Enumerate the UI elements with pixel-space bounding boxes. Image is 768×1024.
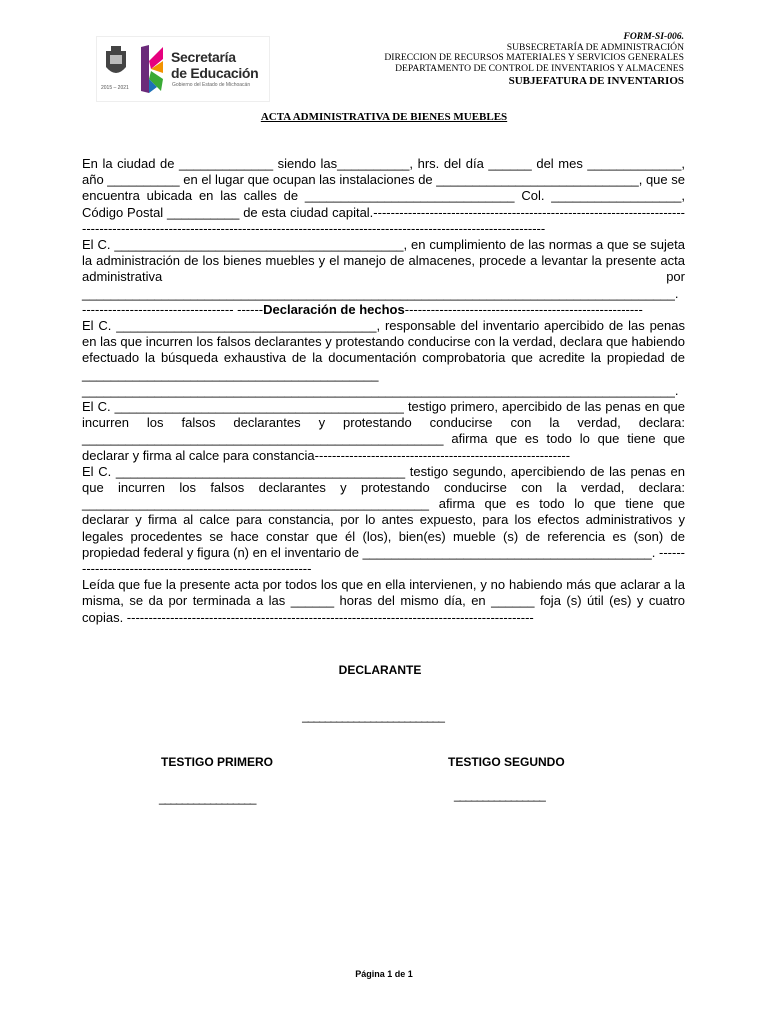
- header-line-2: DIRECCION DE RECURSOS MATERIALES Y SERVICIOS GENERALES: [384, 52, 684, 64]
- document-title: ACTA ADMINISTRATIVA DE BIENES MUEBLES: [260, 111, 508, 123]
- testigo-primero-signature-line: _________________: [159, 791, 256, 805]
- header-line-3: DEPARTAMENTO DE CONTROL DE INVENTARIOS Y ALMACENES: [395, 62, 684, 74]
- brand-mark-icon: [137, 43, 165, 95]
- brand-name-line1: Secretaría: [171, 49, 236, 65]
- institution-logo: [96, 36, 270, 102]
- declarante-label: DECLARANTE: [338, 663, 422, 677]
- header-line-1: SUBSECRETARÍA DE ADMINISTRACIÓN: [506, 41, 684, 53]
- testigo-segundo-label: TESTIGO SEGUNDO: [448, 755, 565, 769]
- brand-subtitle: Gobierno del Estado de Michoacán: [172, 82, 251, 88]
- document-header: [384, 32, 684, 88]
- paragraph-closing: Leída que fue la presente acta por todos los que en ella intervienen, y no habiendo más que aclarar a la misma, se da por terminada a las ______ horas del mismo día, en ______ foja (s) útil (es) y cuatro copias. ----------------------------------------------------------------------------------------------: [82, 577, 685, 625]
- paragraph-responsible: El C. ____________________________________, responsable del inventario apercibido de las penas en las que incurren los falsos declarantes y protestando conducirse con la verdad, declara que habiendo efectuado la búsqueda exhaustiva de la documentación comprobatoria que acredite la propiedad de _________________________________________ __________________________________________________________________________________.: [82, 318, 685, 398]
- testigo-segundo-signature-line: ________________: [454, 788, 545, 802]
- testigo-primero-label: TESTIGO PRIMERO: [161, 755, 274, 769]
- document-body: [82, 156, 685, 626]
- paragraph-location: En la ciudad de _____________ siendo las__________, hrs. del día ______ del mes _____________, año __________ en el lugar que ocupan las instalaciones de ____________________________, que se encuentra ubicada en las calles de _____________________________ Col. __________________, Código Postal __________ de esta ciudad capital.-----------------------------------------------------------------------------------------------------------------------------------------------------------------------------------: [82, 156, 685, 236]
- header-line-4: SUBJEFATURA DE INVENTARIOS: [508, 75, 684, 88]
- section-heading: ----------------------------------- ------Declaración de hechos-------------------------------------------------------: [82, 301, 643, 317]
- declaration-heading: Declaración de hechos: [263, 301, 405, 317]
- brand-name-line2: de Educación: [171, 65, 259, 81]
- paragraph-witness-2: El C. ________________________________________ testigo segundo, apercibiendo de las penas en que incurren los falsos declarantes y protestando conducirse con la verdad, declara: ________________________________________________ afirma que es todo lo que tiene que declarar y firma al calce para constancia, por lo antes expuesto, para los efectos administrativos y legales procedentes se hace constar que él (los), bien(es) mueble (s) de referencia es (son) de propiedad federal y figura (n) en el inventario de ________________________________________. -----------------------------------------------------------: [82, 463, 685, 577]
- declarante-signature-line: _________________________: [302, 709, 444, 723]
- page-number: Página 1 de 1: [355, 969, 413, 979]
- form-code: FORM-SI-006.: [623, 31, 684, 42]
- paragraph-witness-1: El C. ________________________________________ testigo primero, apercibido de las penas en que incurren los falsos declarantes y protestando conducirse con la verdad, declara: __________________________________________________ afirma que es todo lo que tiene que declarar y firma al calce para constancia-----------------------------------------------------------: [82, 399, 685, 463]
- paragraph-official: El C. ________________________________________, en cumplimiento de las normas a que se sujeta la administración de los bienes muebles y el manejo de almacenes, procede a levantar la presente acta administrativa por __________________________________________________________________________________.: [82, 237, 685, 301]
- state-seal-icon: [103, 45, 129, 81]
- seal-years: 2015 – 2021: [101, 85, 129, 91]
